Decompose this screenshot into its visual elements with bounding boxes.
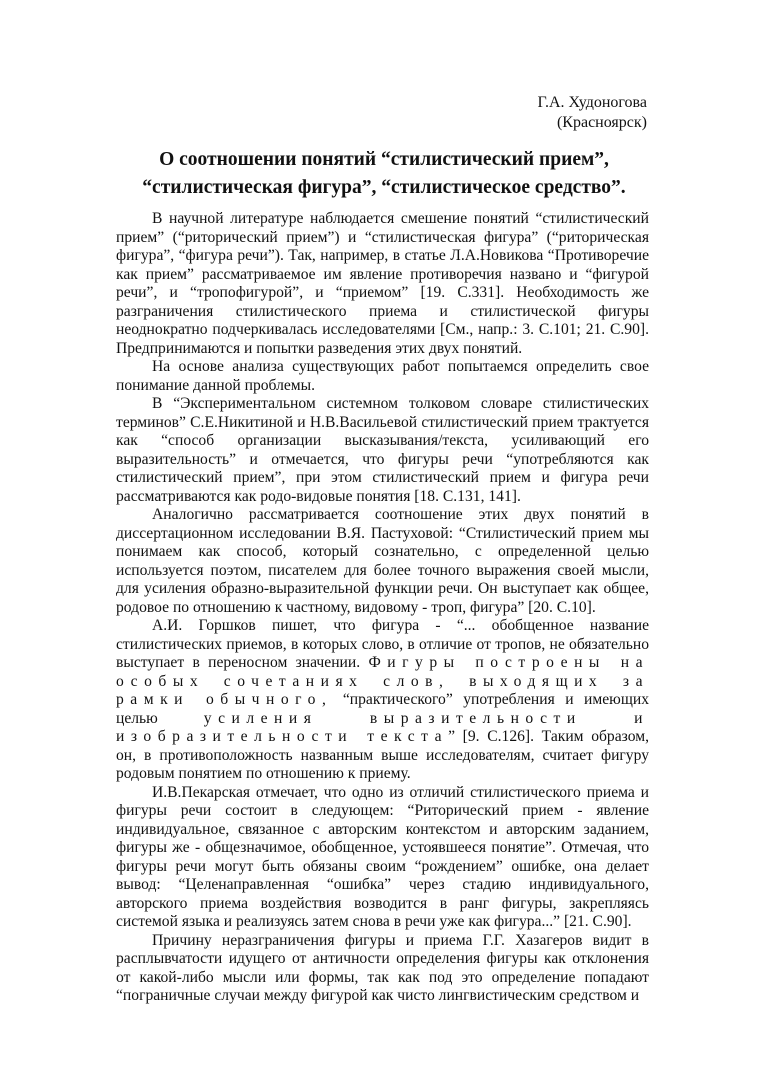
paragraph-5-spaced-2: усиления выразительности и изобразительности текста	[116, 709, 649, 745]
author-block	[538, 93, 647, 133]
title-line-2: “стилистическая фигура”, “стилистическое средство”.	[142, 177, 626, 198]
paragraph-5-spaced-1: Фигуры построены на особых сочетаниях слов, выходящих за рамки обычного,	[116, 654, 649, 708]
title-line-1: О соотношении понятий “стилистический прием”,	[159, 149, 609, 170]
paragraph-4: Аналогично рассматривается соотношение этих двух понятий в диссертационном исследовании В.Я. Пастуховой: “Стилистический прием мы понимаем как способ, который сознательно, с определенной целью используется поэтом, писателем для более точного выражения своей мысли, для усиления образно-выразительной функции речи. Он выступает как общее, родовое по отношению к частному, видовому - троп, фигура” [20. С.10].	[116, 506, 649, 616]
paragraph-1: В научной литературе наблюдается смешение понятий “стилистический прием” (“риторический прием”) и “стилистическая фигура” (“риторическая фигура”, “фигура речи”). Так, например, в статье Л.А.Новикова “Противоречие как прием” рассматриваемое им явление противоречия названо и “фигурой речи”, и “тропофигурой”, и “приемом” [19. С.331]. Необходимость же разграничения стилистического приема и стилистической фигуры неоднократно подчеркивалась исследователями [См., напр.: 3. С.101; 21. С.90]. Предпринимаются и попытки разведения этих двух понятий.	[116, 210, 649, 357]
paragraph-5-end: ” [9. С.126]. Таким образом, он, в противоположность названным выше исследователям, считает фигуру родовым понятием по отношению к приему.	[116, 728, 649, 782]
paragraph-2: На основе анализа существующих работ попытаемся определить свое понимание данной проблемы.	[116, 358, 649, 394]
paragraph-3: В “Экспериментальном системном толковом словаре стилистических терминов” С.Е.Никитиной и Н.В.Васильевой стилистический прием трактуется как “способ организации высказывания/текста, усиливающий его выразительность” и отмечается, что фигуры речи “употребляются как стилистический прием”, при этом стилистический прием и фигура речи рассматриваются как родо-видовые понятия [18. С.131, 141].	[116, 395, 649, 505]
paragraph-7: Причину неразграничения фигуры и приема Г.Г. Хазагеров видит в расплывчатости идущего от античности определения фигуры как отклонения от какой-либо мысли или формы, так как под это определение попадают “пограничные случаи между фигурой как чисто лингвистическим средством и	[116, 931, 649, 1004]
paragraph-5	[116, 617, 649, 784]
paragraph-5-start: А.И. Горшков пишет, что фигура - “... обобщенное название стилистических приемов, в которых слово, в отличие от тропов, не обязательно выступает в переносном значении.	[116, 617, 649, 671]
paragraph-5-mid: “практического” употребления и имеющих целью	[116, 691, 649, 727]
article-title	[112, 146, 656, 202]
author-city: (Красноярск)	[556, 114, 647, 131]
author-name: Г.А. Худоногова	[537, 94, 647, 111]
paragraph-6: И.В.Пекарская отмечает, что одно из отличий стилистического приема и фигуры речи состоит в следующем: “Риторический прием - явление индивидуальное, связанное с авторским контекстом и авторским заданием, фигуры же - общезначимое, обобщенное, устоявшееся понятие”. Отмечая, что фигуры речи могут быть обязаны своим “рождением” ошибке, она делает вывод: “Целенаправленная “ошибка” через стадию индивидуального, авторского приема воздействия возводится в ранг фигуры, закрепляясь системой языка и реализуясь затем снова в речи уже как фигура...” [21. С.90].	[116, 783, 649, 930]
article-body	[116, 210, 649, 1006]
